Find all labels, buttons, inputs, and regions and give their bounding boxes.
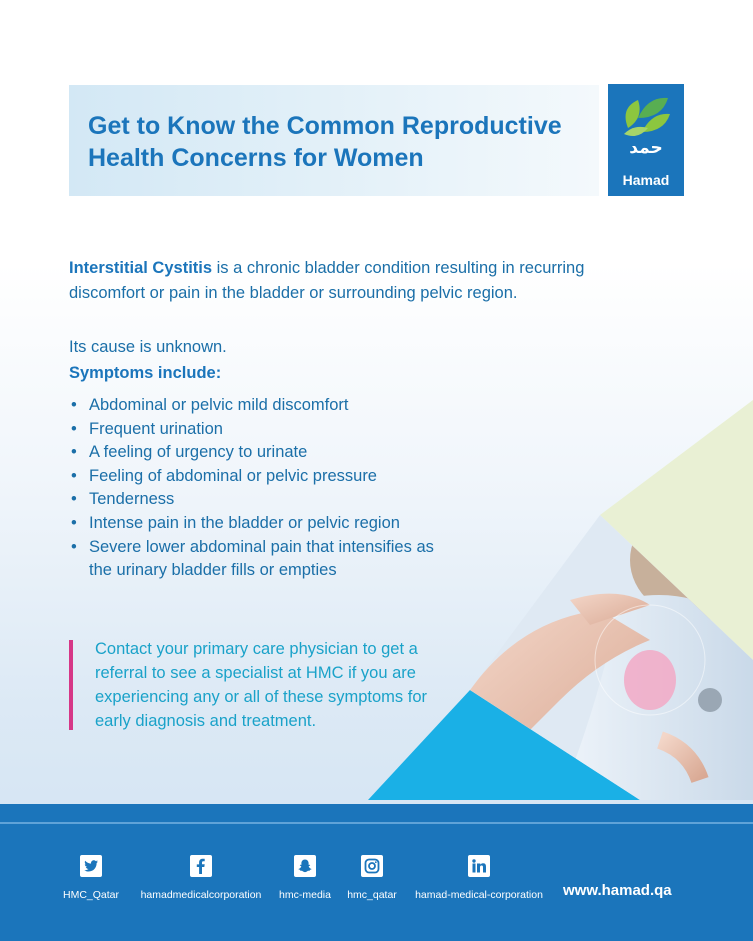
symptoms-list (69, 394, 459, 583)
symptom-text: Abdominal or pelvic mild discomfort (89, 396, 349, 414)
bullet-icon: • (71, 513, 77, 532)
facebook-link[interactable] (140, 855, 262, 901)
facebook-handle: hamadmedicalcorporation (140, 889, 262, 901)
symptom-text: Feeling of abdominal or pelvic pressure (89, 466, 377, 485)
list-item (69, 418, 459, 442)
twitter-icon (80, 855, 102, 877)
snapchat-icon (294, 855, 316, 877)
cause-text: Its cause is unknown. (69, 338, 227, 356)
hamad-logo (608, 84, 684, 196)
list-item (69, 441, 459, 465)
linkedin-link[interactable] (412, 855, 546, 901)
condition-term: Interstitial Cystitis (69, 259, 213, 277)
bullet-icon: • (71, 396, 77, 414)
symptom-text: Intense pain in the bladder or pelvic region (89, 513, 400, 532)
symptom-text: Severe lower abdominal pain that intensifies as the urinary bladder fills or empties (89, 537, 434, 580)
instagram-icon (361, 855, 383, 877)
list-item (69, 488, 459, 512)
intro-text: is a chronic bladder condition resulting in recurring discomfort or pain in the bladder or surrounding pelvic region. (69, 259, 585, 302)
linkedin-icon (468, 855, 490, 877)
contact-paragraph: Contact your primary care physician to get a referral to see a specialist at HMC if you are experiencing any or all of these symptoms for early diagnosis and treatment. (95, 640, 427, 730)
twitter-link[interactable] (54, 855, 128, 901)
symptoms-heading: Symptoms include: (69, 364, 222, 382)
symptom-text: Tenderness (89, 490, 175, 509)
page-title: Get to Know the Common Reproductive Health Concerns for Women (88, 112, 562, 172)
twitter-handle: HMC_Qatar (62, 889, 119, 901)
bullet-icon: • (71, 537, 77, 556)
intro-paragraph (69, 256, 629, 306)
list-item (69, 512, 459, 536)
list-item (69, 394, 459, 418)
list-item (69, 536, 459, 583)
bullet-icon: • (71, 443, 77, 462)
bullet-icon: • (71, 419, 77, 438)
snapchat-link[interactable] (275, 855, 335, 901)
snapchat-handle: hmc-media (279, 889, 331, 901)
contact-accent-bar (69, 640, 73, 730)
instagram-link[interactable] (344, 855, 400, 901)
bullet-icon: • (71, 466, 77, 485)
bullet-icon: • (71, 490, 77, 509)
symptom-text: Frequent urination (89, 419, 223, 438)
facebook-icon (190, 855, 212, 877)
symptom-text: A feeling of urgency to urinate (89, 443, 308, 462)
footer-divider (0, 822, 753, 824)
linkedin-handle: hamad-medical-corporation (415, 889, 543, 901)
instagram-handle: hmc_qatar (347, 889, 397, 901)
logo-arabic-text: حمد (629, 138, 663, 158)
website-link[interactable]: www.hamad.qa (563, 882, 672, 899)
logo-english-text: Hamad (622, 172, 670, 188)
list-item (69, 465, 459, 489)
